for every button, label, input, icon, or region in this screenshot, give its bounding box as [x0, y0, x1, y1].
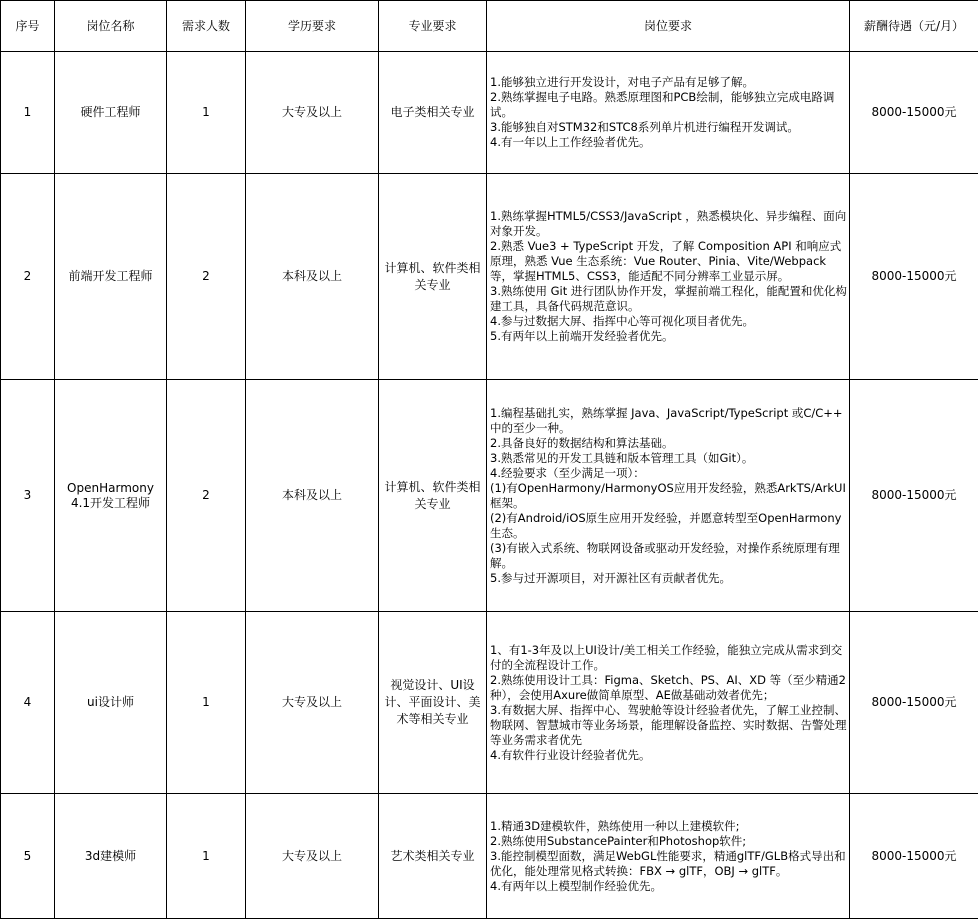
cell-requirements — [487, 174, 850, 380]
table-row — [1, 794, 978, 919]
cell-count: 1 — [167, 612, 246, 794]
cell-education: 本科及以上 — [246, 174, 379, 380]
cell-requirements — [487, 52, 850, 174]
requirement-line: 4.有软件行业设计经验者优先。 — [490, 747, 651, 762]
cell-education: 大专及以上 — [246, 612, 379, 794]
cell-title: ui设计师 — [55, 612, 167, 794]
cell-major: 电子类相关专业 — [379, 52, 487, 174]
requirement-line: 1.精通3D建模软件，熟练使用一种以上建模软件; — [490, 818, 740, 833]
requirement-line: 4.参与过数据大屏、指挥中心等可视化项目者优先。 — [490, 314, 754, 328]
cell-requirements — [487, 380, 850, 612]
requirement-line: 1.能够独立进行开发设计，对电子产品有足够了解。 — [490, 75, 754, 89]
cell-count: 1 — [167, 794, 246, 919]
requirement-line: 3.能控制模型面数，满足WebGL性能要求，精通glTF/GLB格式导出和优化，能处理常见格式转换：FBX → glTF，OBJ → glTF。 — [490, 848, 846, 878]
cell-title: OpenHarmony 4.1开发工程师 — [55, 380, 167, 612]
cell-count: 1 — [167, 52, 246, 174]
table-row — [1, 174, 978, 380]
cell-salary: 8000-15000元 — [850, 380, 978, 612]
requirement-line: (1)有OpenHarmony/HarmonyOS应用开发经验，熟悉ArkTS/ArkUI框架。 — [490, 480, 846, 510]
requirement-line: 2.具备良好的数据结构和算法基础。 — [490, 435, 674, 450]
cell-title: 3d建模师 — [55, 794, 167, 919]
cell-major: 艺术类相关专业 — [379, 794, 487, 919]
requirement-line: (3)有嵌入式系统、物联网设备或驱动开发经验，对操作系统原理有理解。 — [490, 540, 840, 570]
requirement-line: 3.能够独自对STM32和STC8系列单片机进行编程开发调试。 — [490, 120, 799, 134]
table-row — [1, 380, 978, 612]
requirement-line: 5.参与过开源项目，对开源社区有贡献者优先。 — [490, 570, 731, 585]
requirement-line: 2.熟练掌握电子电路。熟悉原理图和PCB绘制，能够独立完成电路调试。 — [490, 90, 835, 119]
requirement-line: (2)有Android/iOS原生应用开发经验，并愿意转型至OpenHarmony生态。 — [490, 510, 842, 540]
cell-title: 前端开发工程师 — [55, 174, 167, 380]
cell-education: 大专及以上 — [246, 52, 379, 174]
table-row — [1, 612, 978, 794]
cell-requirements — [487, 612, 850, 794]
requirement-line: 3.熟练使用 Git 进行团队协作开发，掌握前端工程化，能配置和优化构建工具，具备代码规范意识。 — [490, 284, 847, 313]
requirement-line: 2.熟练使用SubstancePainter和Photoshop软件; — [490, 833, 747, 848]
cell-no: 3 — [1, 380, 55, 612]
header-count: 需求人数 — [167, 1, 246, 52]
cell-count: 2 — [167, 174, 246, 380]
cell-education: 大专及以上 — [246, 794, 379, 919]
requirement-line: 2.熟悉 Vue3 + TypeScript 开发，了解 Composition API 和响应式原理，熟悉 Vue 生态系统：Vue Router、Pinia、Vite/Webpack 等，掌握HTML5、CSS3，能适配不同分辨率工业显示屏。 — [490, 239, 842, 283]
requirement-line: 1、有1-3年及以上UI设计/美工相关工作经验，能独立完成从需求到交付的全流程设计工作。 — [490, 642, 843, 672]
header-title: 岗位名称 — [55, 1, 167, 52]
header-major: 专业要求 — [379, 1, 487, 52]
cell-title: 硬件工程师 — [55, 52, 167, 174]
header-requirements: 岗位要求 — [487, 1, 850, 52]
cell-count: 2 — [167, 380, 246, 612]
cell-salary: 8000-15000元 — [850, 174, 978, 380]
cell-requirements — [487, 794, 850, 919]
requirement-line: 1.熟练掌握HTML5/CSS3/JavaScript ，熟悉模块化、异步编程、面向对象开发。 — [490, 209, 847, 238]
cell-salary: 8000-15000元 — [850, 612, 978, 794]
header-row — [1, 1, 978, 52]
requirement-line: 3.有数据大屏、指挥中心、驾驶舱等设计经验者优先，了解工业控制、物联网、智慧城市等业务场景，能理解设备监控、实时数据、告警处理等业务需求者优先 — [490, 702, 847, 747]
cell-major: 计算机、软件类相关专业 — [379, 174, 487, 380]
cell-no: 4 — [1, 612, 55, 794]
cell-major: 计算机、软件类相关专业 — [379, 380, 487, 612]
header-education: 学历要求 — [246, 1, 379, 52]
requirement-line: 5.有两年以上前端开发经验者优先。 — [490, 329, 674, 343]
cell-no: 5 — [1, 794, 55, 919]
requirement-line: 3.熟悉常见的开发工具链和版本管理工具（如Git）。 — [490, 450, 754, 465]
cell-no: 2 — [1, 174, 55, 380]
header-salary: 薪酬待遇（元/月） — [850, 1, 978, 52]
requirement-line: 1.编程基础扎实，熟练掌握 Java、JavaScript/TypeScript 或C/C++ 中的至少一种。 — [490, 405, 843, 435]
cell-salary: 8000-15000元 — [850, 52, 978, 174]
requirement-line: 2.熟练使用设计工具：Figma、Sketch、PS、AI、XD 等（至少精通2种），会使用Axure做简单原型、AE做基础动效者优先； — [490, 672, 846, 702]
requirement-line: 4.经验要求（至少满足一项）： — [490, 465, 645, 480]
cell-education: 本科及以上 — [246, 380, 379, 612]
cell-major: 视觉设计、UI设计、平面设计、美术等相关专业 — [379, 612, 487, 794]
cell-salary: 8000-15000元 — [850, 794, 978, 919]
header-no: 序号 — [1, 1, 55, 52]
cell-no: 1 — [1, 52, 55, 174]
table-row — [1, 52, 978, 174]
requirement-line: 4.有一年以上工作经验者优先。 — [490, 135, 651, 149]
requirement-line: 4.有两年以上模型制作经验优先。 — [490, 878, 662, 893]
